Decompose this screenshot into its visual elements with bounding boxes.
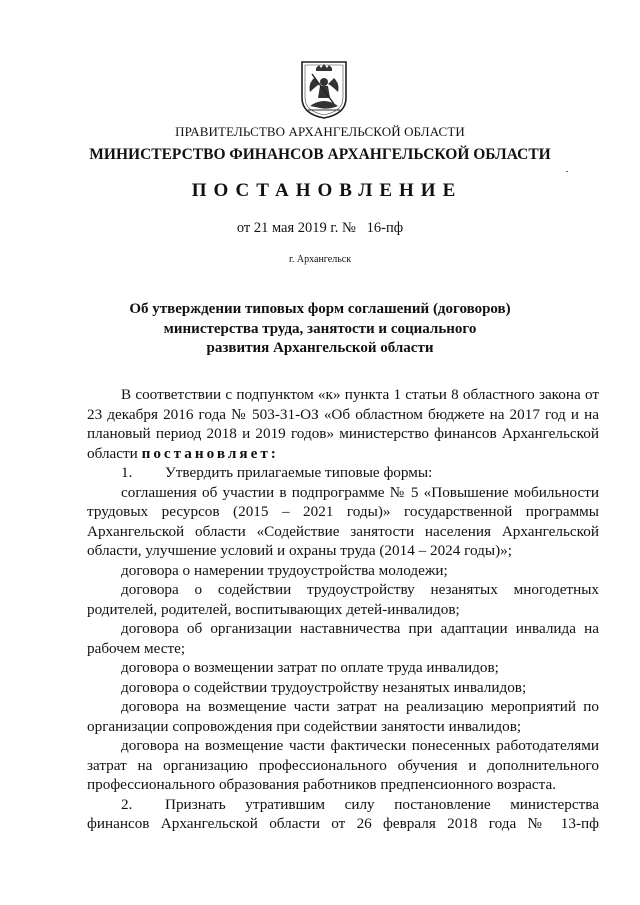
list-item-2 <box>87 795 599 834</box>
resolution-word: постановляет: <box>141 444 279 462</box>
document-body <box>87 385 599 834</box>
form-item: договора об организации наставничества при адаптации инвалида на рабочем месте; <box>87 620 599 657</box>
coat-of-arms-icon <box>298 60 350 120</box>
scan-dot <box>566 171 568 172</box>
list-item-1 <box>87 463 599 483</box>
form-item: соглашения об участии в подпрограмме № 5 «Повышение мобильности трудовых ресурсов (2015 – 2021 годы)» государственной программы Архангельской области «Содействие занятости населения Архангельской области, улучшение условий и охраны труда (2014 – 2024 годы)»; <box>87 483 599 559</box>
paragraph-text: В соответствии с подпунктом «к» пункта 1 статьи 8 областного закона от 23 декабря 2016 года № 503-31-ОЗ «Об областном бюджете на 2017 год и на плановый период 2018 и 2019 годов» министерство финансов Архангельской области <box>87 386 599 462</box>
title-line: Об утверждении типовых форм соглашений (договоров) <box>129 301 511 317</box>
form-item: договора о содействии трудоустройству незанятых многодетных родителей, родителей, воспитывающих детей-инвалидов; <box>87 581 599 618</box>
paragraph-preamble <box>87 385 599 463</box>
document-city: г. Архангельск <box>288 254 352 265</box>
ministry-name: МИНИСТЕРСТВО ФИНАНСОВ АРХАНГЕЛЬСКОЙ ОБЛАСТИ <box>89 146 551 163</box>
item-number: 2. <box>121 795 133 813</box>
item-text: Признать утратившим силу постановление министерства финансов Архангельской области от 26 февраля 2018 года № 13-пф <box>87 795 599 832</box>
document-date-number: от 21 мая 2019 г. № 16-пф <box>236 220 404 236</box>
document-title <box>0 300 640 359</box>
title-line: министерства труда, занятости и социального <box>163 320 477 337</box>
form-item: договора о возмещении затрат по оплате труда инвалидов; <box>121 659 499 676</box>
form-item: договора на возмещение части затрат на реализацию мероприятий по организации сопровождения при содействии занятости инвалидов; <box>87 698 599 735</box>
title-line: развития Архангельской области <box>206 340 434 356</box>
form-item: договора о намерении трудоустройства молодежи; <box>121 561 448 579</box>
form-item: договора на возмещение части фактически понесенных работодателями затрат на организацию профессионального обучения и дополнительного профессионального образования работников предпенсионного возраста. <box>87 737 599 793</box>
document-type: ПОСТАНОВЛЕНИЕ <box>191 180 463 201</box>
item-text: Утвердить прилагаемые типовые формы: <box>165 464 433 481</box>
form-item: договора о содействии трудоустройству незанятых инвалидов; <box>121 678 527 696</box>
item-number: 1. <box>121 464 133 481</box>
government-name: ПРАВИТЕЛЬСТВО АРХАНГЕЛЬСКОЙ ОБЛАСТИ <box>175 124 465 139</box>
